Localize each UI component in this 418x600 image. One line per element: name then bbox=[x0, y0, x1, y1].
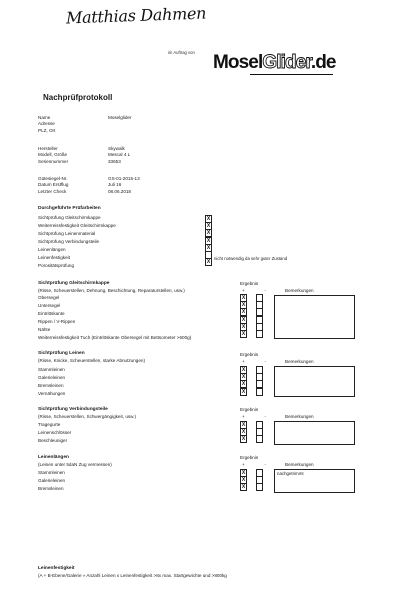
section-items bbox=[38, 366, 65, 398]
durchgefuehrt-heading: Durchgeführte Prüfarbeiten bbox=[38, 206, 101, 211]
result-plus-box[interactable]: X bbox=[241, 309, 246, 316]
field-label: Datum Erstflug bbox=[38, 182, 69, 188]
bemerkungen-label: Bemerkungen bbox=[285, 462, 314, 467]
result-minus-box[interactable] bbox=[256, 483, 263, 491]
list-item: Untersegel bbox=[38, 303, 61, 308]
result-plus-box[interactable]: X bbox=[241, 484, 246, 491]
list-item: Bremsleinen bbox=[38, 486, 64, 491]
result-plus-box[interactable]: X bbox=[241, 367, 246, 373]
bemerkungen-label: Bemerkungen bbox=[285, 359, 314, 364]
checkbox[interactable]: X bbox=[206, 237, 211, 244]
remarks-box[interactable] bbox=[274, 366, 355, 397]
check-label: Weiterreissfestigkeit Gleitschirmkappe bbox=[38, 223, 116, 228]
result-plus-box[interactable]: X bbox=[241, 470, 246, 476]
minus-label: - bbox=[264, 359, 266, 364]
logo-underline bbox=[250, 74, 333, 75]
result-plus-box[interactable]: X bbox=[241, 388, 246, 395]
bemerkungen-label: Bemerkungen bbox=[285, 288, 314, 293]
section-subheading: (Leinen unter 5daN Zug vermessen) bbox=[38, 462, 112, 467]
signature: Matthias Dahmen bbox=[65, 3, 207, 28]
customer-block bbox=[38, 115, 132, 134]
list-item: Rippen / V-Rippen bbox=[38, 319, 76, 324]
section-items bbox=[38, 469, 65, 493]
result-plus-box[interactable]: X bbox=[241, 429, 246, 436]
result-plus-box[interactable]: X bbox=[241, 331, 246, 338]
field-value: 08.06.2018 bbox=[108, 188, 131, 194]
remarks-box[interactable] bbox=[274, 421, 355, 445]
durchgefuehrt-boxes bbox=[205, 215, 212, 266]
list-item: Obersegel bbox=[38, 295, 60, 300]
durchgefuehrt-labels bbox=[38, 214, 116, 270]
ergebnis-label: Ergebnis bbox=[240, 281, 259, 286]
minus-column bbox=[256, 366, 263, 396]
checkbox[interactable]: X bbox=[206, 223, 211, 230]
list-item: Beschleuniger bbox=[38, 438, 68, 443]
plus-column bbox=[240, 366, 247, 396]
field-label: Letzter Check bbox=[38, 188, 67, 194]
field-value: GS-01-2015-13 bbox=[108, 176, 140, 181]
list-item: Stammleinen bbox=[38, 470, 65, 475]
logo-part-mosel: Mosel bbox=[213, 52, 263, 73]
remarks-box[interactable]: nachgetrimmt bbox=[274, 469, 355, 493]
section-heading: Sichtprüfung Leinen bbox=[38, 351, 85, 356]
check-label: Sichtprüfung Leinenmaterial bbox=[38, 231, 96, 236]
field-value: Mescal 4 L bbox=[108, 152, 131, 158]
logo-part-de: .de bbox=[310, 52, 336, 73]
section-subheading: (Risse, Scheuerstellen, Dehnung, Beschichtung, Reparaturstellen, usw.) bbox=[38, 288, 185, 293]
plus-column bbox=[240, 421, 247, 443]
seal-block bbox=[38, 176, 140, 195]
field-label: Seriennummer bbox=[38, 158, 69, 164]
checkbox[interactable]: X bbox=[206, 244, 211, 251]
section-subheading: (Risse, Knicke, Scheuerstellen, starke Abnutzungen) bbox=[38, 358, 145, 363]
plus-label: + bbox=[242, 359, 245, 364]
section-heading: Sichtprüfung Gleitschirmkappe bbox=[38, 281, 110, 286]
section-items bbox=[38, 421, 71, 445]
checkbox[interactable]: X bbox=[206, 259, 211, 266]
plus-column bbox=[240, 294, 247, 338]
plus-column bbox=[240, 469, 247, 491]
result-plus-box[interactable]: X bbox=[241, 323, 246, 330]
field-value: 33653 bbox=[108, 158, 121, 164]
result-minus-box[interactable] bbox=[256, 330, 263, 338]
checkbox[interactable]: X bbox=[206, 216, 211, 222]
plus-minus-header bbox=[242, 414, 266, 419]
check-label: Sichtprüfung Gleitschirmkappe bbox=[38, 215, 101, 220]
plus-minus-header bbox=[242, 359, 266, 364]
list-item: Eintrittskante bbox=[38, 311, 65, 316]
field-value: Moselglider bbox=[108, 115, 132, 120]
result-plus-box[interactable]: X bbox=[241, 295, 246, 301]
checkbox[interactable]: X bbox=[206, 230, 211, 237]
result-plus-box[interactable]: X bbox=[241, 477, 246, 484]
check-label: Leinenlängen bbox=[38, 247, 66, 252]
result-plus-box[interactable]: X bbox=[241, 316, 246, 323]
result-minus-box[interactable] bbox=[256, 388, 263, 396]
plus-minus-header bbox=[242, 462, 266, 467]
result-plus-box[interactable]: X bbox=[241, 422, 246, 428]
list-item: Weiterreissfestigkeit Tuch (Eintrittskante Obersegel mit Bettsometer >600g) bbox=[38, 335, 192, 340]
logo-part-glider: Glider bbox=[262, 52, 311, 73]
list-item: Bremsleinen bbox=[38, 383, 64, 388]
minus-label: - bbox=[264, 462, 266, 467]
device-row bbox=[38, 159, 130, 165]
field-label: Adresse bbox=[38, 121, 55, 127]
list-item: Galerieleinen bbox=[38, 375, 66, 380]
minus-label: - bbox=[264, 288, 266, 293]
plus-minus-header bbox=[242, 288, 266, 293]
check-label: Porositätsprüfung bbox=[38, 263, 75, 268]
list-item: Tragegurte bbox=[38, 422, 61, 427]
minus-label: - bbox=[264, 414, 266, 419]
bemerkungen-label: Bemerkungen bbox=[285, 414, 314, 419]
field-label: PLZ, Ort bbox=[38, 127, 56, 133]
ergebnis-label: Ergebnis bbox=[240, 455, 259, 460]
footer-heading: Leinenfestigkeit bbox=[38, 566, 75, 571]
plus-label: + bbox=[242, 414, 245, 419]
section-subheading: (Risse, Scheuerstellen, Schwergängigkeit, usw.) bbox=[38, 414, 137, 419]
result-plus-box[interactable]: X bbox=[241, 302, 246, 309]
minus-column bbox=[256, 421, 263, 443]
field-label: Hersteller bbox=[38, 146, 58, 151]
list-item: Galerieleinen bbox=[38, 478, 66, 483]
field-label: Gütesiegel-Nr. bbox=[38, 176, 68, 181]
page-title: Nachprüfprotokoll bbox=[43, 93, 113, 102]
section-heading: Leinenlängen bbox=[38, 455, 69, 460]
moselglider-logo bbox=[213, 52, 336, 74]
field-label: Modell, Größe bbox=[38, 152, 68, 158]
field-value: Juli 16 bbox=[108, 182, 122, 188]
list-item: Leinenschlösser bbox=[38, 430, 72, 435]
customer-row bbox=[38, 128, 132, 134]
result-plus-box[interactable]: X bbox=[241, 381, 246, 388]
device-block bbox=[38, 146, 130, 165]
result-plus-box[interactable]: X bbox=[241, 436, 246, 443]
remarks-box[interactable] bbox=[274, 295, 355, 339]
plus-label: + bbox=[242, 288, 245, 293]
footer-text: (A + B-Ebene/Galerie » Anzahl Leinen x Leinenfestigkeit >8x max. Startgewichte und >800kg bbox=[38, 573, 227, 578]
field-label: Name bbox=[38, 115, 51, 120]
ergebnis-label: Ergebnis bbox=[240, 407, 259, 412]
list-item: Vernähungen bbox=[38, 391, 66, 396]
minus-column bbox=[256, 469, 263, 491]
minus-column bbox=[256, 294, 263, 338]
check-label: Sichtprüfung Verbindungsteile bbox=[38, 239, 100, 244]
result-plus-box[interactable]: X bbox=[241, 374, 246, 381]
not-necessary-note: nicht notwendig da sehr guter Zustand bbox=[214, 256, 288, 261]
list-item: Nähte bbox=[38, 327, 51, 332]
result-minus-box[interactable] bbox=[256, 435, 263, 443]
section-items bbox=[38, 294, 191, 342]
check-label: Leinenfestigkeit bbox=[38, 255, 70, 260]
seal-row bbox=[38, 189, 140, 195]
list-item: Stammleinen bbox=[38, 367, 65, 372]
section-heading: Sichtprüfung Verbindungsteile bbox=[38, 407, 108, 412]
in-auftrag-von: im Auftrag von bbox=[168, 50, 195, 55]
field-value: Skywalk bbox=[108, 146, 125, 151]
ergebnis-label: Ergebnis bbox=[240, 352, 259, 357]
plus-label: + bbox=[242, 462, 245, 467]
